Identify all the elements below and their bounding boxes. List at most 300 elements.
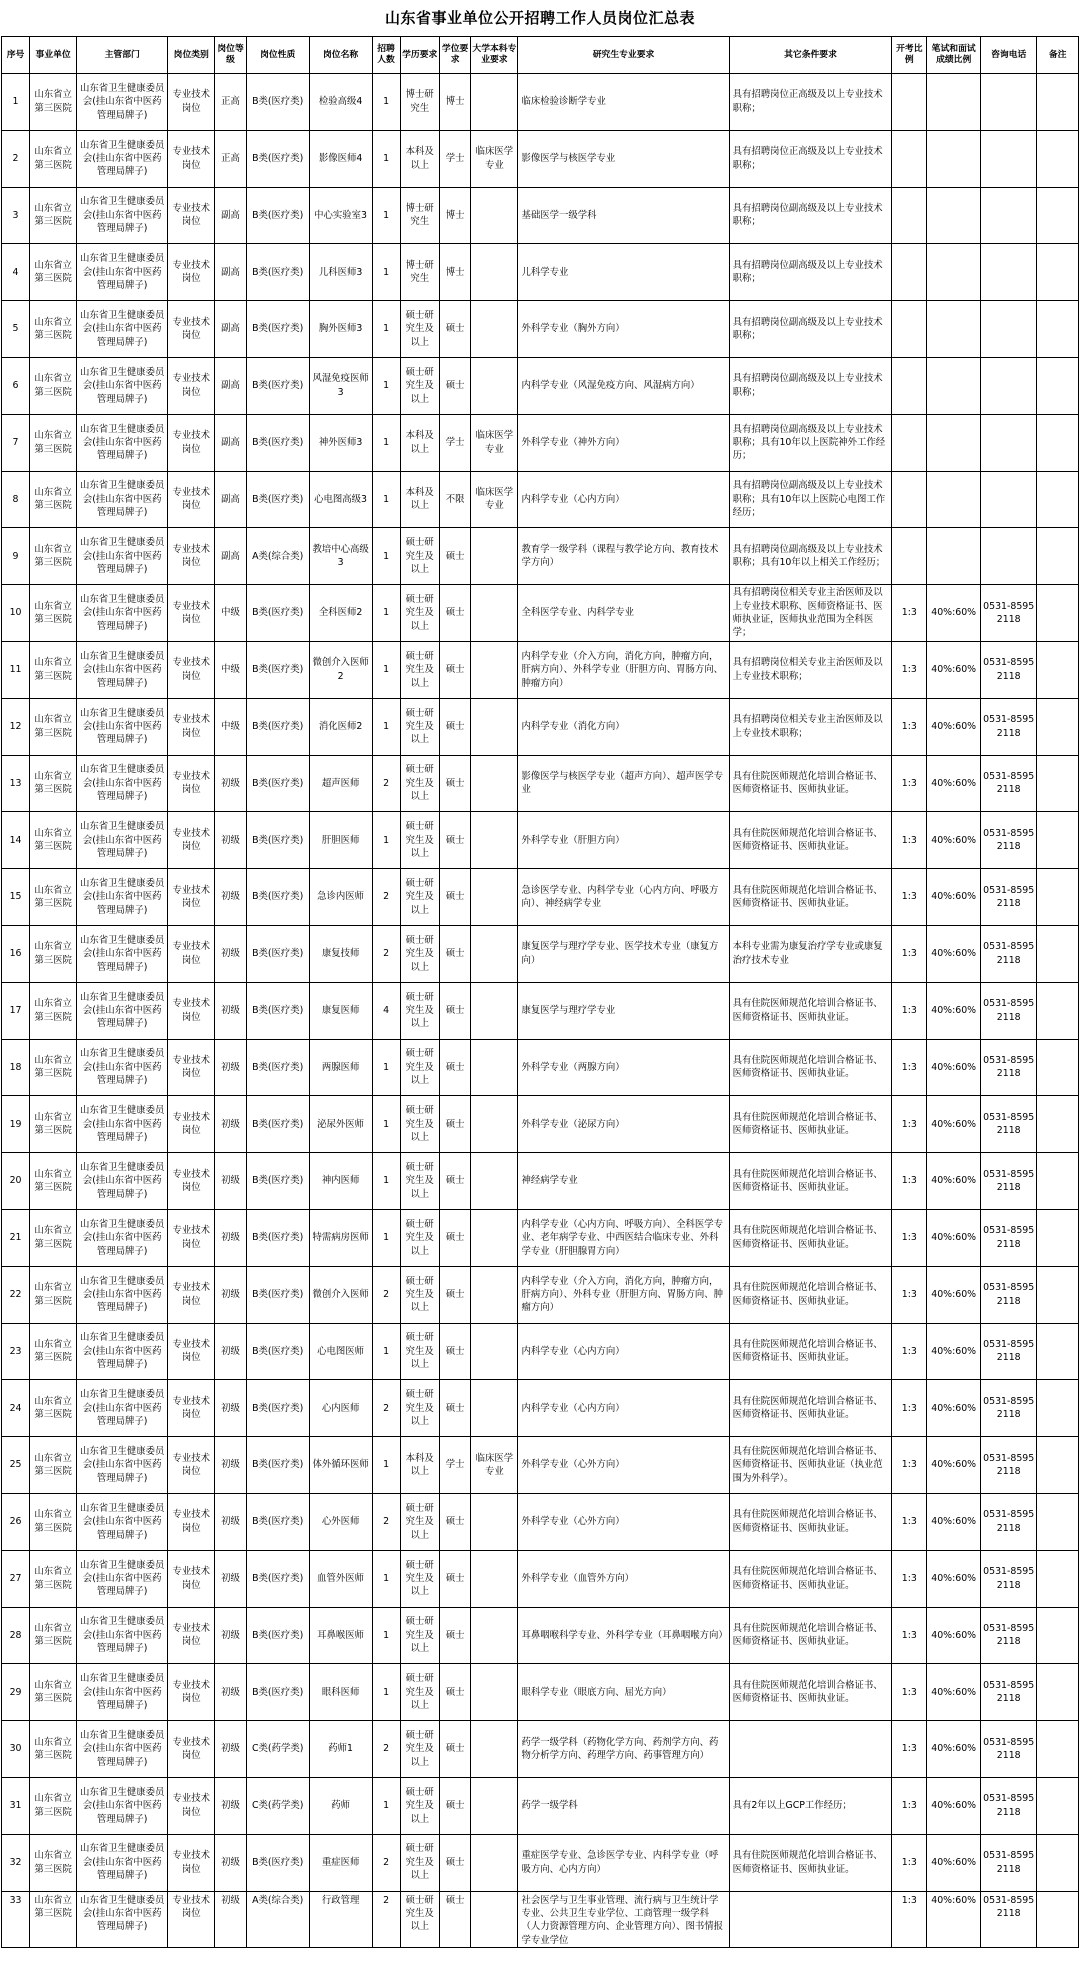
cell-phone: 0531-85952118 (981, 1209, 1037, 1266)
cell-degree: 硕士 (439, 357, 470, 414)
cell-phone: 0531-85952118 (981, 1380, 1037, 1437)
cell-unit: 山东省立第三医院 (30, 1493, 77, 1550)
cell-dept: 山东省卫生健康委员会(挂山东省中医药管理局牌子) (77, 1493, 168, 1550)
cell-ratio: 1:3 (892, 1096, 927, 1153)
cell-level: 初级 (215, 1153, 246, 1210)
cell-degree: 硕士 (439, 528, 470, 585)
cell-edu: 硕士研究生及以上 (400, 1153, 439, 1210)
cell-degree: 学士 (439, 130, 470, 187)
cell-phone (981, 130, 1037, 187)
cell-ratio (892, 528, 927, 585)
cell-ratio: 1:3 (892, 1493, 927, 1550)
cell-post: 儿科医师3 (309, 244, 372, 301)
cell-level: 中级 (215, 585, 246, 642)
table-row (2, 1607, 1079, 1664)
table-row (2, 301, 1079, 358)
cell-ug (471, 1096, 518, 1153)
cell-post: 药师1 (309, 1721, 372, 1778)
cell-note (1037, 74, 1079, 131)
table-row (2, 812, 1079, 869)
cell-level: 初级 (215, 755, 246, 812)
cell-weight (927, 301, 981, 358)
cell-no: 30 (2, 1721, 30, 1778)
cell-nature: B类(医疗类) (246, 869, 309, 926)
cell-edu: 硕士研究生及以上 (400, 982, 439, 1039)
cell-edu: 硕士研究生及以上 (400, 755, 439, 812)
cell-other: 具有招聘岗位副高级及以上专业技术职称；具有10年以上相关工作经历； (729, 528, 892, 585)
cell-ratio: 1:3 (892, 812, 927, 869)
cell-no: 24 (2, 1380, 30, 1437)
table-body (2, 74, 1079, 1948)
cell-post: 神外医师3 (309, 414, 372, 471)
cell-post: 康复技师 (309, 925, 372, 982)
cell-ug: 临床医学专业 (471, 414, 518, 471)
cell-post: 泌尿外医师 (309, 1096, 372, 1153)
cell-nature: B类(医疗类) (246, 414, 309, 471)
cell-no: 33 (2, 1891, 30, 1948)
cell-degree: 硕士 (439, 301, 470, 358)
cell-edu: 硕士研究生及以上 (400, 1550, 439, 1607)
cell-dept: 山东省卫生健康委员会(挂山东省中医药管理局牌子) (77, 755, 168, 812)
cell-dept: 山东省卫生健康委员会(挂山东省中医药管理局牌子) (77, 74, 168, 131)
cell-other: 具有住院医师规范化培训合格证书、医师资格证书、医师执业证。 (729, 812, 892, 869)
cell-level: 初级 (215, 869, 246, 926)
column-header-col-grad-major: 研究生专业要求 (518, 37, 729, 74)
cell-ratio: 1:3 (892, 869, 927, 926)
cell-phone: 0531-85952118 (981, 1607, 1037, 1664)
cell-degree: 硕士 (439, 1607, 470, 1664)
cell-count: 2 (372, 755, 400, 812)
cell-grad: 药学一级学科（药物化学方向、药剂学方向、药物分析学方向、药理学方向、药事管理方向） (518, 1721, 729, 1778)
cell-edu: 硕士研究生及以上 (400, 925, 439, 982)
cell-ug (471, 1834, 518, 1891)
cell-count: 1 (372, 1664, 400, 1721)
cell-note (1037, 641, 1079, 698)
table-row (2, 528, 1079, 585)
cell-grad: 影像医学与核医学专业 (518, 130, 729, 187)
cell-degree: 硕士 (439, 812, 470, 869)
cell-ug (471, 1891, 518, 1948)
cell-no: 29 (2, 1664, 30, 1721)
cell-post: 血管外医师 (309, 1550, 372, 1607)
cell-post: 神内医师 (309, 1153, 372, 1210)
cell-weight: 40%:60% (927, 585, 981, 642)
cell-level: 副高 (215, 414, 246, 471)
cell-other: 具有住院医师规范化培训合格证书、医师资格证书、医师执业证（执业范围为外科学）。 (729, 1437, 892, 1494)
cell-nature: B类(医疗类) (246, 1834, 309, 1891)
column-header-col-undergrad-major: 大学本科专业要求 (471, 37, 518, 74)
cell-no: 16 (2, 925, 30, 982)
cell-degree: 硕士 (439, 1721, 470, 1778)
cell-level: 中级 (215, 641, 246, 698)
cell-weight: 40%:60% (927, 925, 981, 982)
cell-phone: 0531-85952118 (981, 1266, 1037, 1323)
cell-grad: 内科学专业（风湿免疫方向、风湿病方向） (518, 357, 729, 414)
cell-unit: 山东省立第三医院 (30, 130, 77, 187)
cell-no: 23 (2, 1323, 30, 1380)
cell-count: 2 (372, 925, 400, 982)
cell-level: 初级 (215, 1266, 246, 1323)
cell-grad: 教育学一级学科（课程与教学论方向、教育技术学方向） (518, 528, 729, 585)
cell-grad: 重症医学专业、急诊医学专业、内科学专业（呼吸方向、心内方向） (518, 1834, 729, 1891)
cell-ratio: 1:3 (892, 982, 927, 1039)
column-header-col-exam-ratio: 开考比例 (892, 37, 927, 74)
cell-phone: 0531-85952118 (981, 1493, 1037, 1550)
cell-other: 具有住院医师规范化培训合格证书、医师资格证书、医师执业证。 (729, 1266, 892, 1323)
cell-phone: 0531-85952118 (981, 1664, 1037, 1721)
cell-ug (471, 1664, 518, 1721)
cell-ug: 临床医学专业 (471, 471, 518, 528)
cell-ug (471, 698, 518, 755)
cell-unit: 山东省立第三医院 (30, 1323, 77, 1380)
cell-edu: 本科及以上 (400, 414, 439, 471)
cell-nature: B类(医疗类) (246, 1153, 309, 1210)
cell-dept: 山东省卫生健康委员会(挂山东省中医药管理局牌子) (77, 301, 168, 358)
cell-grad: 基础医学一级学科 (518, 187, 729, 244)
cell-cat: 专业技术岗位 (168, 357, 215, 414)
cell-dept: 山东省卫生健康委员会(挂山东省中医药管理局牌子) (77, 982, 168, 1039)
cell-grad: 外科学专业（肝胆方向） (518, 812, 729, 869)
cell-nature: B类(医疗类) (246, 1039, 309, 1096)
cell-degree: 硕士 (439, 1493, 470, 1550)
cell-no: 27 (2, 1550, 30, 1607)
table-row (2, 1721, 1079, 1778)
cell-phone: 0531-85952118 (981, 585, 1037, 642)
cell-nature: B类(医疗类) (246, 1493, 309, 1550)
cell-other: 具有招聘岗位相关专业主治医师及以上专业技术职称、医师资格证书、医师执业证，医师执业范围为全科医学； (729, 585, 892, 642)
cell-grad: 外科学专业（血管外方向） (518, 1550, 729, 1607)
cell-note (1037, 755, 1079, 812)
cell-edu: 博士研究生 (400, 244, 439, 301)
cell-unit: 山东省立第三医院 (30, 1209, 77, 1266)
column-header-col-count: 招聘人数 (372, 37, 400, 74)
cell-post: 急诊内医师 (309, 869, 372, 926)
table-row (2, 698, 1079, 755)
cell-note (1037, 1209, 1079, 1266)
cell-ug: 临床医学专业 (471, 130, 518, 187)
cell-ratio: 1:3 (892, 1550, 927, 1607)
cell-count: 1 (372, 1096, 400, 1153)
cell-cat: 专业技术岗位 (168, 1607, 215, 1664)
cell-unit: 山东省立第三医院 (30, 1437, 77, 1494)
cell-edu: 硕士研究生及以上 (400, 528, 439, 585)
cell-count: 1 (372, 1323, 400, 1380)
cell-phone: 0531-85952118 (981, 1550, 1037, 1607)
cell-post: 影像医师4 (309, 130, 372, 187)
cell-ratio: 1:3 (892, 1834, 927, 1891)
cell-other: 具有住院医师规范化培训合格证书、医师资格证书、医师执业证。 (729, 1209, 892, 1266)
cell-degree: 硕士 (439, 982, 470, 1039)
cell-count: 2 (372, 1891, 400, 1948)
cell-phone: 0531-85952118 (981, 1834, 1037, 1891)
cell-nature: B类(医疗类) (246, 1380, 309, 1437)
cell-dept: 山东省卫生健康委员会(挂山东省中医药管理局牌子) (77, 1323, 168, 1380)
cell-unit: 山东省立第三医院 (30, 641, 77, 698)
cell-no: 11 (2, 641, 30, 698)
cell-phone: 0531-85952118 (981, 1437, 1037, 1494)
cell-weight: 40%:60% (927, 1777, 981, 1834)
cell-weight: 40%:60% (927, 1380, 981, 1437)
cell-note (1037, 1437, 1079, 1494)
table-row (2, 1266, 1079, 1323)
cell-dept: 山东省卫生健康委员会(挂山东省中医药管理局牌子) (77, 698, 168, 755)
cell-dept: 山东省卫生健康委员会(挂山东省中医药管理局牌子) (77, 130, 168, 187)
cell-dept: 山东省卫生健康委员会(挂山东省中医药管理局牌子) (77, 1437, 168, 1494)
cell-count: 2 (372, 1721, 400, 1778)
cell-phone (981, 301, 1037, 358)
cell-no: 5 (2, 301, 30, 358)
cell-phone (981, 74, 1037, 131)
cell-phone: 0531-85952118 (981, 1777, 1037, 1834)
cell-ug (471, 1266, 518, 1323)
cell-count: 2 (372, 1493, 400, 1550)
cell-ug (471, 1607, 518, 1664)
cell-nature: C类(药学类) (246, 1721, 309, 1778)
cell-count: 1 (372, 471, 400, 528)
cell-count: 1 (372, 414, 400, 471)
cell-cat: 专业技术岗位 (168, 130, 215, 187)
cell-nature: B类(医疗类) (246, 1607, 309, 1664)
cell-phone: 0531-85952118 (981, 925, 1037, 982)
table-row (2, 471, 1079, 528)
cell-note (1037, 1323, 1079, 1380)
table-row (2, 641, 1079, 698)
cell-count: 2 (372, 1380, 400, 1437)
cell-other: 具有招聘岗位正高级及以上专业技术职称； (729, 74, 892, 131)
cell-level: 初级 (215, 1437, 246, 1494)
cell-other (729, 1891, 892, 1948)
cell-other: 具有招聘岗位副高级及以上专业技术职称；具有10年以上医院心电图工作经历； (729, 471, 892, 528)
cell-count: 1 (372, 1039, 400, 1096)
cell-grad: 内科学专业（消化方向） (518, 698, 729, 755)
cell-other: 具有住院医师规范化培训合格证书、医师资格证书、医师执业证。 (729, 1380, 892, 1437)
cell-ug (471, 74, 518, 131)
cell-degree: 硕士 (439, 869, 470, 926)
cell-ug (471, 641, 518, 698)
cell-unit: 山东省立第三医院 (30, 244, 77, 301)
cell-level: 初级 (215, 1777, 246, 1834)
cell-edu: 硕士研究生及以上 (400, 812, 439, 869)
cell-weight (927, 357, 981, 414)
cell-note (1037, 1891, 1079, 1948)
cell-weight: 40%:60% (927, 641, 981, 698)
column-header-col-post: 岗位名称 (309, 37, 372, 74)
cell-dept: 山东省卫生健康委员会(挂山东省中医药管理局牌子) (77, 1891, 168, 1948)
cell-degree: 硕士 (439, 1096, 470, 1153)
cell-dept: 山东省卫生健康委员会(挂山东省中医药管理局牌子) (77, 1209, 168, 1266)
cell-ratio: 1:3 (892, 585, 927, 642)
cell-nature: B类(医疗类) (246, 1323, 309, 1380)
cell-cat: 专业技术岗位 (168, 471, 215, 528)
cell-post: 全科医师2 (309, 585, 372, 642)
column-header-col-note: 备注 (1037, 37, 1079, 74)
cell-weight: 40%:60% (927, 1834, 981, 1891)
cell-dept: 山东省卫生健康委员会(挂山东省中医药管理局牌子) (77, 471, 168, 528)
cell-ug (471, 357, 518, 414)
cell-edu: 硕士研究生及以上 (400, 1323, 439, 1380)
cell-note (1037, 130, 1079, 187)
cell-nature: B类(医疗类) (246, 698, 309, 755)
cell-dept: 山东省卫生健康委员会(挂山东省中医药管理局牌子) (77, 244, 168, 301)
cell-edu: 硕士研究生及以上 (400, 1266, 439, 1323)
cell-cat: 专业技术岗位 (168, 1437, 215, 1494)
cell-unit: 山东省立第三医院 (30, 1153, 77, 1210)
cell-ratio: 1:3 (892, 1437, 927, 1494)
cell-ratio: 1:3 (892, 1664, 927, 1721)
cell-phone: 0531-85952118 (981, 1096, 1037, 1153)
cell-ratio: 1:3 (892, 1721, 927, 1778)
cell-ratio: 1:3 (892, 641, 927, 698)
column-header-col-dept: 主管部门 (77, 37, 168, 74)
cell-ratio: 1:3 (892, 1153, 927, 1210)
cell-grad: 社会医学与卫生事业管理、流行病与卫生统计学专业、公共卫生专业学位、工商管理一级学科（人力资源管理方向、企业管理方向）、图书情报学专业学位 (518, 1891, 729, 1948)
cell-no: 4 (2, 244, 30, 301)
cell-post: 康复医师 (309, 982, 372, 1039)
cell-level: 初级 (215, 1096, 246, 1153)
table-row (2, 130, 1079, 187)
table-row (2, 357, 1079, 414)
cell-other: 具有住院医师规范化培训合格证书、医师资格证书、医师执业证。 (729, 1834, 892, 1891)
cell-ug (471, 1550, 518, 1607)
cell-nature: B类(医疗类) (246, 357, 309, 414)
cell-phone (981, 187, 1037, 244)
cell-note (1037, 1266, 1079, 1323)
cell-weight: 40%:60% (927, 755, 981, 812)
table-row (2, 1493, 1079, 1550)
cell-nature: B类(医疗类) (246, 755, 309, 812)
cell-ug (471, 528, 518, 585)
cell-ug (471, 925, 518, 982)
cell-weight: 40%:60% (927, 1607, 981, 1664)
cell-ratio (892, 130, 927, 187)
cell-dept: 山东省卫生健康委员会(挂山东省中医药管理局牌子) (77, 1834, 168, 1891)
table-row (2, 1777, 1079, 1834)
cell-post: 重症医师 (309, 1834, 372, 1891)
cell-level: 正高 (215, 130, 246, 187)
cell-nature: A类(综合类) (246, 1891, 309, 1948)
cell-note (1037, 301, 1079, 358)
table-row (2, 187, 1079, 244)
cell-ug (471, 1153, 518, 1210)
cell-dept: 山东省卫生健康委员会(挂山东省中医药管理局牌子) (77, 414, 168, 471)
cell-note (1037, 1493, 1079, 1550)
cell-post: 心电图医师 (309, 1323, 372, 1380)
cell-weight (927, 74, 981, 131)
cell-dept: 山东省卫生健康委员会(挂山东省中医药管理局牌子) (77, 1550, 168, 1607)
column-header-col-education: 学历要求 (400, 37, 439, 74)
table-row (2, 414, 1079, 471)
cell-note (1037, 1153, 1079, 1210)
cell-note (1037, 1721, 1079, 1778)
cell-other: 具有住院医师规范化培训合格证书、医师资格证书、医师执业证。 (729, 1153, 892, 1210)
column-header-col-phone: 咨询电话 (981, 37, 1037, 74)
cell-cat: 专业技术岗位 (168, 1721, 215, 1778)
cell-unit: 山东省立第三医院 (30, 357, 77, 414)
cell-note (1037, 1096, 1079, 1153)
cell-edu: 硕士研究生及以上 (400, 1891, 439, 1948)
cell-weight: 40%:60% (927, 1550, 981, 1607)
cell-other: 具有住院医师规范化培训合格证书、医师资格证书、医师执业证。 (729, 1039, 892, 1096)
cell-ratio: 1:3 (892, 1777, 927, 1834)
cell-unit: 山东省立第三医院 (30, 1891, 77, 1948)
cell-weight: 40%:60% (927, 1153, 981, 1210)
cell-nature: B类(医疗类) (246, 1096, 309, 1153)
cell-nature: B类(医疗类) (246, 641, 309, 698)
cell-edu: 硕士研究生及以上 (400, 1664, 439, 1721)
cell-dept: 山东省卫生健康委员会(挂山东省中医药管理局牌子) (77, 1039, 168, 1096)
cell-weight: 40%:60% (927, 1209, 981, 1266)
cell-unit: 山东省立第三医院 (30, 528, 77, 585)
cell-other: 具有招聘岗位副高级及以上专业技术职称； (729, 357, 892, 414)
cell-note (1037, 414, 1079, 471)
cell-grad: 康复医学与理疗学专业 (518, 982, 729, 1039)
cell-nature: B类(医疗类) (246, 812, 309, 869)
cell-edu: 本科及以上 (400, 130, 439, 187)
cell-count: 1 (372, 1777, 400, 1834)
cell-post: 胸外医师3 (309, 301, 372, 358)
cell-ratio: 1:3 (892, 1323, 927, 1380)
column-header-col-other-requirements: 其它条件要求 (729, 37, 892, 74)
cell-note (1037, 1834, 1079, 1891)
column-header-col-category: 岗位类别 (168, 37, 215, 74)
cell-cat: 专业技术岗位 (168, 1153, 215, 1210)
cell-nature: A类(综合类) (246, 528, 309, 585)
cell-ratio (892, 471, 927, 528)
cell-level: 初级 (215, 982, 246, 1039)
table-row (2, 1380, 1079, 1437)
cell-degree: 博士 (439, 74, 470, 131)
cell-other (729, 1721, 892, 1778)
column-header-col-nature: 岗位性质 (246, 37, 309, 74)
column-header-col-score-weight: 笔试和面试成绩比例 (927, 37, 981, 74)
cell-ratio (892, 301, 927, 358)
cell-degree: 硕士 (439, 1153, 470, 1210)
cell-level: 初级 (215, 1607, 246, 1664)
table-row (2, 1209, 1079, 1266)
cell-other: 具有招聘岗位相关专业主治医师及以上专业技术职称； (729, 641, 892, 698)
cell-note (1037, 471, 1079, 528)
cell-count: 2 (372, 1834, 400, 1891)
cell-grad: 全科医学专业、内科学专业 (518, 585, 729, 642)
cell-weight: 40%:60% (927, 869, 981, 926)
cell-no: 6 (2, 357, 30, 414)
cell-count: 1 (372, 1153, 400, 1210)
cell-edu: 硕士研究生及以上 (400, 641, 439, 698)
cell-dept: 山东省卫生健康委员会(挂山东省中医药管理局牌子) (77, 528, 168, 585)
cell-other: 具有住院医师规范化培训合格证书、医师资格证书、医师执业证。 (729, 1323, 892, 1380)
cell-no: 28 (2, 1607, 30, 1664)
cell-grad: 内科学专业（介入方向，消化方向，肿瘤方向，肝病方向）、外科专业（肝胆方向、胃肠方向、肿瘤方向） (518, 1266, 729, 1323)
cell-dept: 山东省卫生健康委员会(挂山东省中医药管理局牌子) (77, 869, 168, 926)
cell-cat: 专业技术岗位 (168, 755, 215, 812)
cell-phone: 0531-85952118 (981, 698, 1037, 755)
cell-no: 20 (2, 1153, 30, 1210)
cell-count: 1 (372, 1550, 400, 1607)
table-row (2, 982, 1079, 1039)
table-row (2, 925, 1079, 982)
table-row (2, 1323, 1079, 1380)
cell-cat: 专业技术岗位 (168, 301, 215, 358)
cell-dept: 山东省卫生健康委员会(挂山东省中医药管理局牌子) (77, 1664, 168, 1721)
cell-weight: 40%:60% (927, 1664, 981, 1721)
cell-cat: 专业技术岗位 (168, 925, 215, 982)
cell-grad: 儿科学专业 (518, 244, 729, 301)
cell-weight (927, 244, 981, 301)
cell-count: 1 (372, 1209, 400, 1266)
cell-edu: 硕士研究生及以上 (400, 301, 439, 358)
cell-no: 12 (2, 698, 30, 755)
cell-no: 31 (2, 1777, 30, 1834)
